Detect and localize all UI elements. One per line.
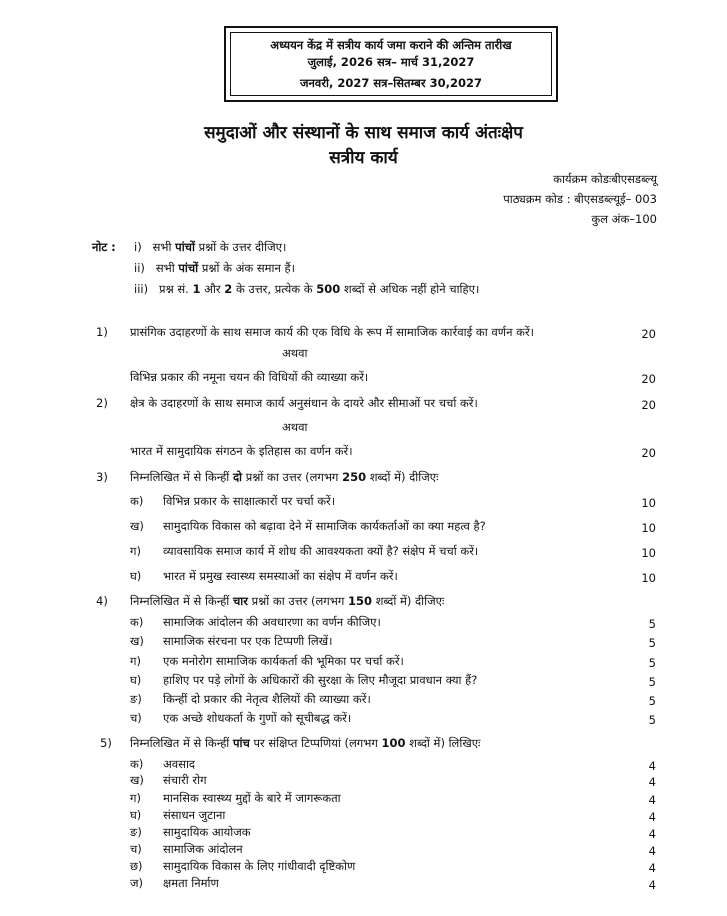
sub-label: क) bbox=[130, 494, 144, 508]
note-text: प्रश्न सं. bbox=[159, 282, 189, 296]
sub-text: किन्हीं दो प्रकार की नेतृत्व शैलियों की व्याख्या करें। bbox=[163, 692, 371, 706]
question-marks: 20 bbox=[641, 398, 656, 412]
question-text bbox=[130, 594, 444, 609]
question-number: 4) bbox=[96, 594, 108, 608]
note-bold: 500 bbox=[316, 282, 341, 296]
sub-marks: 4 bbox=[648, 775, 656, 789]
sub-label: घ) bbox=[130, 569, 142, 583]
sub-label: घ) bbox=[130, 673, 142, 687]
note-text: और bbox=[204, 282, 221, 296]
question-text-bold: 150 bbox=[347, 594, 372, 608]
sub-marks: 4 bbox=[648, 810, 656, 824]
sub-marks: 5 bbox=[648, 675, 656, 689]
sub-text: क्षमता निर्माण bbox=[163, 876, 219, 890]
sub-marks: 5 bbox=[648, 656, 656, 670]
question-text-bold: पांच bbox=[232, 736, 250, 750]
total-marks: कुल अंक–100 bbox=[591, 212, 657, 226]
question-text: क्षेत्र के उदाहरणों के साथ समाज कार्य अनुसंधान के दायरे और सीमाओं पर चर्चा करें। bbox=[130, 396, 478, 410]
sub-label: क) bbox=[130, 615, 144, 629]
sub-label: ङ) bbox=[130, 692, 142, 706]
question-text-part: शब्दों में) लिखिएः bbox=[409, 736, 481, 750]
sub-marks: 4 bbox=[648, 878, 656, 892]
sub-text: मानसिक स्वास्थ्य मुद्दों के बारे में जागरूकता bbox=[163, 791, 341, 805]
question-text-part: प्रश्नों का उत्तर (लगभग bbox=[251, 594, 345, 608]
sub-marks: 5 bbox=[648, 636, 656, 650]
sub-marks: 4 bbox=[648, 759, 656, 773]
or-label: अथवा bbox=[282, 346, 308, 360]
sub-text: सामुदायिक विकास के लिए गांधीवादी दृष्टिकोण bbox=[163, 859, 356, 873]
sub-marks: 5 bbox=[648, 713, 656, 727]
sub-text: सामाजिक संरचना पर एक टिप्पणी लिखें। bbox=[163, 634, 333, 648]
page-subtitle: सत्रीय कार्य bbox=[329, 148, 398, 168]
note-bold: 1 bbox=[192, 282, 201, 296]
question-text: प्रासंगिक उदाहरणों के साथ समाज कार्य की एक विधि के रूप में सामाजिक कार्रवाई का वर्णन करें। bbox=[130, 325, 535, 339]
note-label: नोट : bbox=[92, 240, 116, 254]
sub-text: व्यावसायिक समाज कार्य में शोध की आवश्यकता क्यों है? संक्षेप में चर्चा करें। bbox=[163, 544, 479, 558]
question-text-bold: दो bbox=[232, 470, 243, 484]
deadline-box-inner bbox=[230, 32, 552, 96]
note-text: सभी bbox=[152, 240, 172, 254]
question-text-bold: 100 bbox=[381, 736, 406, 750]
programme-code: कार्यक्रम कोडःबीएसडब्ल्यू bbox=[553, 172, 657, 186]
sub-label: ग) bbox=[130, 544, 141, 558]
question-marks: 20 bbox=[641, 372, 656, 386]
sub-marks: 5 bbox=[648, 694, 656, 708]
question-alt-text: विभिन्न प्रकार की नमूना चयन की विधियों की व्याख्या करें। bbox=[130, 370, 369, 384]
question-text bbox=[130, 736, 480, 751]
sub-label: घ) bbox=[130, 808, 142, 822]
question-text bbox=[130, 470, 438, 485]
note-text: सभी bbox=[155, 261, 175, 275]
deadline-line-3: जनवरी, 2027 सत्र–सितम्बर 30,2027 bbox=[300, 76, 482, 90]
or-label: अथवा bbox=[282, 420, 308, 434]
question-number: 2) bbox=[96, 396, 108, 410]
sub-marks: 4 bbox=[648, 827, 656, 841]
page-title: समुदाओं और संस्थानों के साथ समाज कार्य अंतःक्षेप bbox=[204, 123, 523, 143]
question-text-part: निम्नलिखित में से किन्हीं bbox=[130, 594, 230, 608]
question-marks: 20 bbox=[641, 446, 656, 460]
question-number: 5) bbox=[100, 736, 112, 750]
sub-label: छ) bbox=[130, 859, 143, 873]
question-text-part: निम्नलिखित में से किन्हीं bbox=[130, 470, 230, 484]
question-alt-text: भारत में सामुदायिक संगठन के इतिहास का वर्णन करें। bbox=[130, 444, 353, 458]
deadline-line-2: जुलाई, 2026 सत्र– मार्च 31,2027 bbox=[307, 55, 475, 69]
sub-label: च) bbox=[130, 842, 142, 856]
question-number: 1) bbox=[96, 325, 108, 339]
sub-marks: 4 bbox=[648, 844, 656, 858]
note-item bbox=[134, 282, 479, 297]
question-text-part: शब्दों में) दीजिएः bbox=[375, 594, 445, 608]
sub-label: क) bbox=[130, 757, 144, 771]
sub-marks: 4 bbox=[648, 793, 656, 807]
note-item bbox=[134, 240, 286, 255]
sub-text: सामुदायिक विकास को बढ़ावा देने में सामाजिक कार्यकर्ताओं का क्या महत्व है? bbox=[163, 519, 486, 533]
sub-text: विभिन्न प्रकार के साक्षात्कारों पर चर्चा करें। bbox=[163, 494, 336, 508]
sub-marks: 10 bbox=[641, 496, 656, 510]
note-text: शब्दों से अधिक नहीं होने चाहिए। bbox=[343, 282, 480, 296]
note-num: ii) bbox=[134, 261, 145, 275]
note-bold: पांचों bbox=[175, 240, 195, 254]
sub-marks: 10 bbox=[641, 571, 656, 585]
question-text-part: पर संक्षिप्त टिप्पणियां (लगभग bbox=[253, 736, 378, 750]
note-item bbox=[134, 261, 295, 276]
question-text-part: प्रश्नों का उत्तर (लगभग bbox=[245, 470, 339, 484]
deadline-box bbox=[224, 26, 558, 102]
sub-marks: 10 bbox=[641, 521, 656, 535]
note-text: के उत्तर, प्रत्येक के bbox=[235, 282, 313, 296]
question-text-bold: 250 bbox=[342, 470, 367, 484]
sub-label: ख) bbox=[130, 634, 144, 648]
sub-text: हाशिए पर पड़े लोगों के अधिकारों की सुरक्षा के लिए मौजूदा प्रावधान क्या हैं? bbox=[163, 673, 478, 687]
question-text-bold: चार bbox=[232, 594, 248, 608]
sub-text: संचारी रोग bbox=[163, 773, 207, 787]
sub-label: ख) bbox=[130, 773, 144, 787]
note-text: प्रश्नों के उत्तर दीजिए। bbox=[198, 240, 287, 254]
sub-label: ग) bbox=[130, 791, 141, 805]
sub-label: च) bbox=[130, 711, 142, 725]
sub-text: सामाजिक आंदोलन की अवधारणा का वर्णन कीजिए। bbox=[163, 615, 381, 629]
course-code: पाठ्यक्रम कोड : बीएसडब्ल्यूई– 003 bbox=[503, 192, 657, 206]
question-number: 3) bbox=[96, 470, 108, 484]
note-num: iii) bbox=[134, 282, 149, 296]
deadline-line-1: अध्ययन केंद्र में सत्रीय कार्य जमा कराने की अन्तिम तारीख bbox=[270, 38, 512, 52]
question-marks: 20 bbox=[641, 327, 656, 341]
sub-text: सामाजिक आंदोलन bbox=[163, 842, 243, 856]
question-text-part: निम्नलिखित में से किन्हीं bbox=[130, 736, 230, 750]
note-num: i) bbox=[134, 240, 142, 254]
sub-text: एक मनोरोग सामाजिक कार्यकर्ता की भूमिका पर चर्चा करें। bbox=[163, 654, 404, 668]
note-text: प्रश्नों के अंक समान हैं। bbox=[201, 261, 296, 275]
sub-text: संसाधन जुटाना bbox=[163, 808, 226, 822]
sub-label: ज) bbox=[130, 876, 144, 890]
sub-label: ङ) bbox=[130, 825, 142, 839]
note-bold: 2 bbox=[224, 282, 233, 296]
sub-text: सामुदायिक आयोजक bbox=[163, 825, 251, 839]
sub-text: एक अच्छे शोधकर्ता के गुणों को सूचीबद्ध करें। bbox=[163, 711, 352, 725]
sub-marks: 10 bbox=[641, 546, 656, 560]
sub-text: भारत में प्रमुख स्वास्थ्य समस्याओं का संक्षेप में वर्णन करें। bbox=[163, 569, 398, 583]
question-text-part: शब्दों में) दीजिएः bbox=[369, 470, 439, 484]
sub-label: ख) bbox=[130, 519, 144, 533]
sub-marks: 4 bbox=[648, 861, 656, 875]
sub-label: ग) bbox=[130, 654, 141, 668]
sub-marks: 5 bbox=[648, 617, 656, 631]
sub-text: अवसाद bbox=[163, 757, 196, 771]
note-bold: पांचों bbox=[178, 261, 199, 275]
